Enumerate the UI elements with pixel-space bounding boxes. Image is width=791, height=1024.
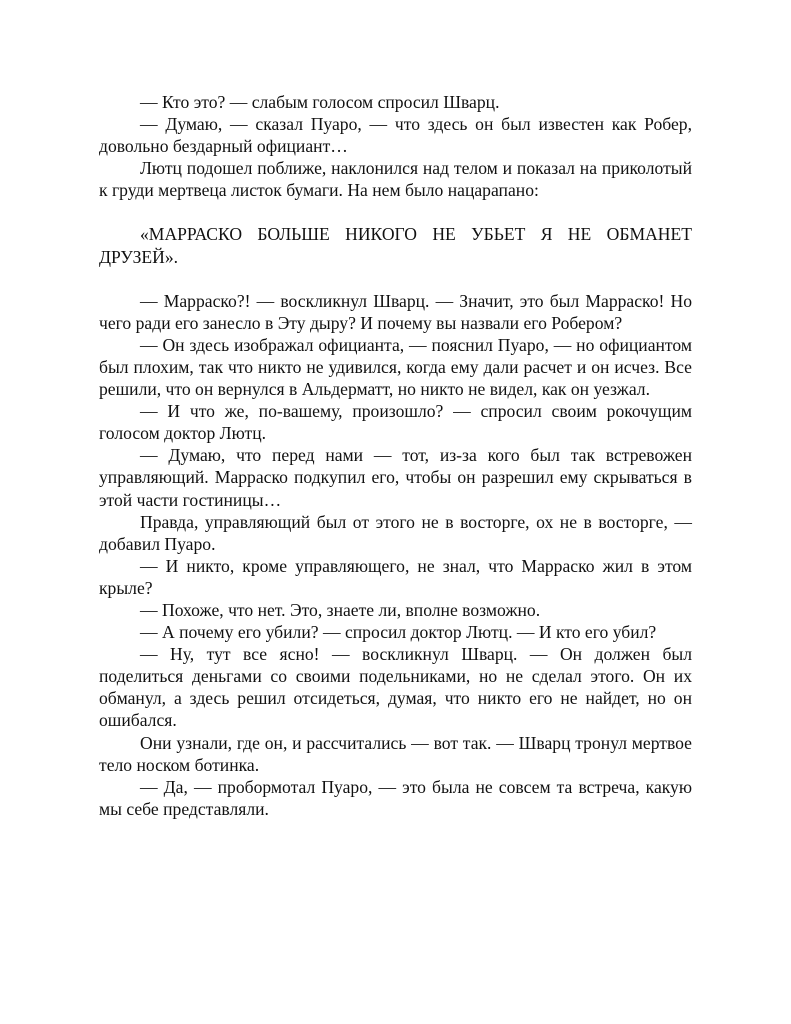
paragraph: — Кто это? — слабым голосом спросил Шварц. xyxy=(140,92,500,112)
paragraph: — И никто, кроме управляющего, не знал, что Марраско жил в этом крыле? xyxy=(99,555,692,598)
note-quote: «МАРРАСКО БОЛЬШЕ НИКОГО НЕ УБЬЕТ Я НЕ ОБМАНЕТ ДРУЗЕЙ». xyxy=(99,224,692,267)
paragraph: — Думаю, что перед нами — тот, из-за кого был так встревожен управляющий. Марраско подкупил его, чтобы он разрешил ему скрываться в этой части гостиницы… xyxy=(99,445,692,510)
page-text xyxy=(99,91,692,820)
paragraph: — А почему его убили? — спросил доктор Лютц. — И кто его убил? xyxy=(140,622,657,643)
paragraph: — Думаю, — сказал Пуаро, — что здесь он был известен как Робер, довольно бездарный официант… xyxy=(99,114,692,157)
paragraph: — Он здесь изображал официанта, — пояснил Пуаро, — но официантом был плохим, так что никто не удивился, когда ему дали расчет и он исчез. Все решили, что он вернулся в Альдерматт, но никто не видел, как он уезжал. xyxy=(99,334,692,400)
paragraph: Они узнали, где он, и рассчитались — вот так. — Шварц тронул мертвое тело носком ботинка. xyxy=(99,732,692,775)
paragraph: — Ну, тут все ясно! — воскликнул Шварц. — Он должен был поделиться деньгами со своими подельниками, но не сделал этого. Он их обманул, а здесь решил отсидеться, думая, что никто его не найдет, но он ошибался. xyxy=(99,644,692,731)
paragraph: — Да, — пробормотал Пуаро, — это была не совсем та встреча, какую мы себе представляли. xyxy=(99,776,692,819)
paragraph: — Марраско?! — воскликнул Шварц. — Значит, это был Марраско! Но чего ради его занесло в Эту дыру? И почему вы назвали его Робером? xyxy=(99,290,692,333)
paragraph: Лютц подошел поближе, наклонился над телом и показал на приколотый к груди мертвеца листок бумаги. На нем было нацарапано: xyxy=(99,158,692,201)
paragraph: — Похоже, что нет. Это, знаете ли, вполне возможно. xyxy=(140,599,541,620)
paragraph: — И что же, по-вашему, произошло? — спросил своим рокочущим голосом доктор Лютц. xyxy=(99,401,692,444)
paragraph: Правда, управляющий был от этого не в восторге, ох не в восторге, — добавил Пуаро. xyxy=(99,511,692,554)
